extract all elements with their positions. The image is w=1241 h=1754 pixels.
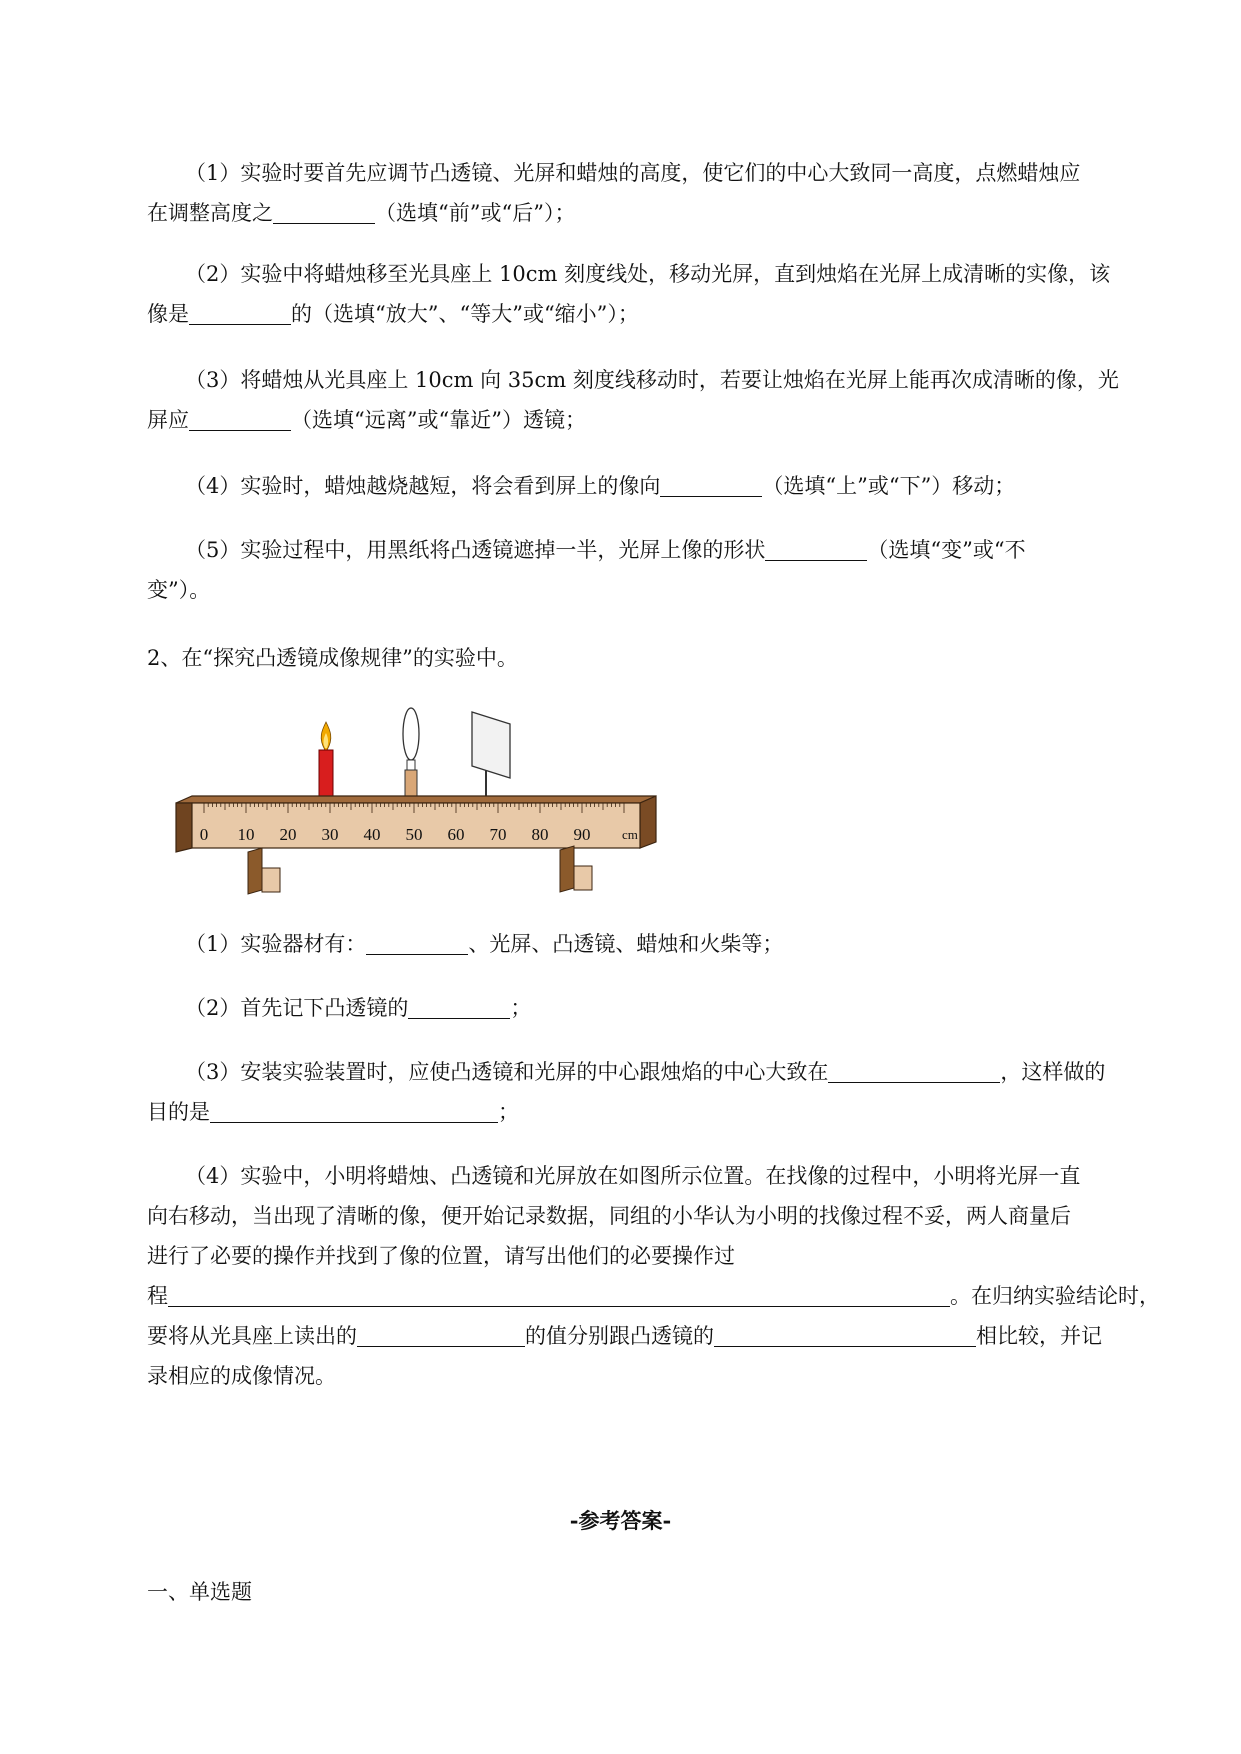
q2-item-4-line6: 录相应的成像情况。 (147, 1364, 336, 1388)
answer-blank[interactable] (828, 1056, 1000, 1083)
q2-item-3-text: （3）安装实验装置时，应使凸透镜和光屏的中心跟烛焰的中心大致在 (185, 1060, 829, 1084)
q2-item-1-text-end: 、光屏、凸透镜、蜡烛和火柴等； (468, 932, 784, 956)
rail-end (176, 803, 192, 852)
answer-blank[interactable] (357, 1320, 525, 1347)
q1-item-3-text: 屏应 (147, 408, 189, 432)
ruler-label: 10 (237, 825, 255, 844)
q1-item-2 (147, 254, 1169, 334)
q1-item-3-line1: （3）将蜡烛从光具座上 10cm 向 35cm 刻度线移动时，若要让烛焰在光屏上能再次成清晰的像，光 (185, 368, 1119, 392)
leg-left-side (248, 848, 262, 894)
screen-panel (472, 712, 510, 778)
lens-stem (407, 760, 415, 770)
answers-section-title (147, 1572, 1169, 1612)
optical-bench-figure (170, 700, 660, 900)
q2-item-3-text-mid: ，这样做的 (1000, 1060, 1106, 1084)
candle-body (319, 750, 333, 800)
q1-item-2-line1: （2）实验中将蜡烛移至光具座上 10cm 刻度线处，移动光屏，直到烛焰在光屏上成清晰的实像，该 (185, 262, 1111, 286)
q1-item-1-text: 在调整高度之 (147, 201, 273, 225)
q2-item-1-text: （1）实验器材有： (185, 932, 367, 956)
rail-top (176, 796, 656, 803)
bench-legs (248, 846, 592, 894)
ruler-label: 30 (321, 825, 339, 844)
q2-item-4 (147, 1156, 1169, 1396)
q1-item-4-text: （4）实验时，蜡烛越烧越短，将会看到屏上的像向 (185, 474, 661, 498)
answer-blank[interactable] (210, 1096, 498, 1123)
ruler-label: 90 (573, 825, 591, 844)
answer-blank[interactable] (660, 470, 762, 497)
q2-item-4-line2: 向右移动，当出现了清晰的像，便开始记录数据，同组的小华认为小明的找像过程不妥，两人商量后 (147, 1204, 1071, 1228)
q1-item-1-hint: （选填“前”或“后”）； (375, 201, 576, 225)
leg-right-side (560, 846, 574, 892)
rail-end-right (640, 796, 656, 848)
q2-item-2-text: （2）首先记下凸透镜的 (185, 996, 409, 1020)
ruler-label: 70 (489, 825, 507, 844)
answers-section-title-text: 一、单选题 (147, 1580, 252, 1604)
q1-item-3-hint: （选填“远离”或“靠近”）透镜； (291, 408, 586, 432)
lens-glass (403, 708, 419, 760)
answers-heading: -参考答案- (569, 1508, 672, 1533)
answer-blank[interactable] (273, 197, 375, 224)
q1-item-2-hint: 的（选填“放大”、“等大”或“缩小”）； (291, 302, 639, 326)
q1-item-4 (147, 466, 1169, 506)
q2-item-3-text-line2: 目的是 (147, 1100, 210, 1124)
answer-blank[interactable] (408, 992, 510, 1019)
q1-item-5-text: （5）实验过程中，用黑纸将凸透镜遮掉一半，光屏上像的形状 (185, 538, 766, 562)
lens-post (405, 770, 417, 798)
q1-item-4-hint: （选填“上”或“下”）移动； (762, 474, 1016, 498)
q2-item-4-line5-end: 相比较，并记 (976, 1324, 1102, 1348)
answer-blank[interactable] (366, 928, 468, 955)
leg-left (262, 868, 280, 892)
ruler-label: 0 (199, 825, 209, 844)
q1-item-2-text: 像是 (147, 302, 189, 326)
q1-item-1-line1: （1）实验时要首先应调节凸透镜、光屏和蜡烛的高度，使它们的中心大致同一高度，点燃蜡烛应 (185, 161, 1081, 185)
q2-item-2 (147, 988, 1169, 1028)
q1-item-3 (147, 360, 1169, 440)
ruler-label: 20 (279, 825, 297, 844)
q2-item-2-text-end: ； (510, 996, 532, 1020)
q1-item-5 (147, 530, 1169, 610)
q2-item-1 (147, 924, 1169, 964)
answer-blank[interactable] (189, 298, 291, 325)
answer-blank[interactable] (765, 534, 867, 561)
q2-item-4-line4-start: 程 (147, 1284, 168, 1308)
ruler-label: 60 (447, 825, 465, 844)
q2-item-4-line5-start: 要将从光具座上读出的 (147, 1324, 357, 1348)
q2-title-text: 2、在“探究凸透镜成像规律”的实验中。 (147, 646, 518, 670)
q2-item-3 (147, 1052, 1169, 1132)
leg-right (574, 866, 592, 890)
answer-blank[interactable] (714, 1320, 976, 1347)
q2-item-3-text-end: ； (498, 1100, 519, 1124)
q1-item-1 (147, 153, 1169, 233)
q1-item-5-hint: （选填“变”或“不 (867, 538, 1026, 562)
ruler-label: 50 (405, 825, 423, 844)
ruler-label: 40 (363, 825, 381, 844)
q2-item-4-line5-mid: 的值分别跟凸透镜的 (525, 1324, 714, 1348)
bench-rail (176, 796, 656, 852)
q1-item-5-hint-end: 变”）。 (147, 578, 211, 602)
q2-item-4-line4-end: 。在归纳实验结论时， (950, 1284, 1160, 1308)
answer-blank[interactable] (189, 404, 291, 431)
ruler-label: 80 (531, 825, 549, 844)
q2-item-4-line1: （4）实验中，小明将蜡烛、凸透镜和光屏放在如图所示位置。在找像的过程中，小明将光屏一直 (185, 1164, 1081, 1188)
q2-item-4-line3: 进行了必要的操作并找到了像的位置，请写出他们的必要操作过 (147, 1244, 735, 1268)
ruler-unit-label: cm (622, 827, 638, 842)
q2-title (147, 638, 1169, 678)
answer-blank[interactable] (168, 1280, 950, 1307)
